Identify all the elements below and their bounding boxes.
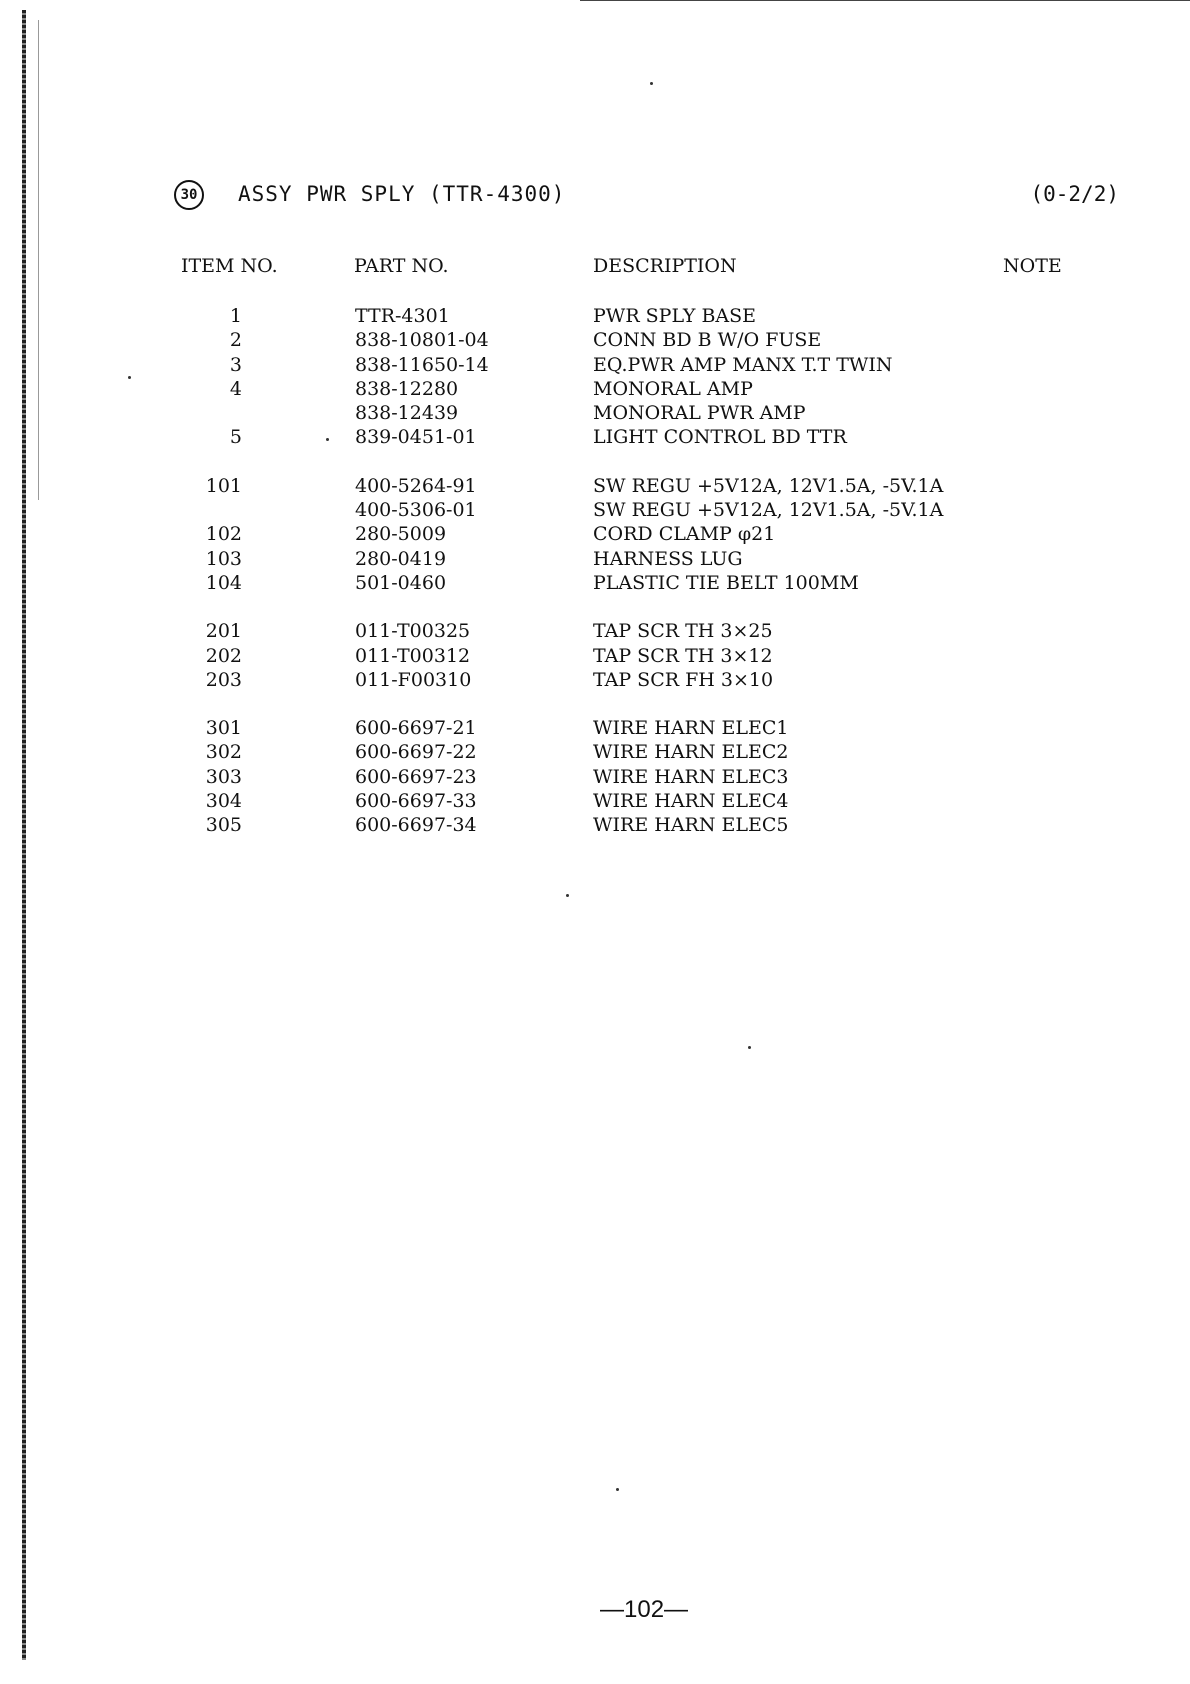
item-no: 202 (205, 644, 242, 667)
part-no: 838-11650-14 (355, 353, 489, 376)
table-row (0, 620, 1190, 644)
table-row (0, 645, 1190, 669)
page-reference: (0-2/2) (1030, 182, 1119, 206)
item-no: 303 (205, 765, 242, 788)
item-no: 5 (229, 426, 242, 449)
section-badge: 30 (174, 180, 204, 210)
title-row (174, 180, 1119, 214)
description: WIRE HARN ELEC3 (593, 765, 789, 788)
table-row (0, 378, 1190, 402)
table-row (0, 354, 1190, 378)
item-no: 104 (205, 571, 242, 594)
description: WIRE HARN ELEC1 (593, 717, 789, 740)
part-no: 400-5306-01 (355, 499, 477, 522)
description: EQ.PWR AMP MANX T.T TWIN (593, 353, 893, 376)
table-row (0, 329, 1190, 353)
part-no: 011-T00312 (355, 644, 471, 667)
table-row (0, 426, 1190, 450)
table-row (0, 741, 1190, 765)
description: MONORAL PWR AMP (593, 402, 806, 425)
item-no: 302 (205, 741, 242, 764)
description: MONORAL AMP (593, 377, 753, 400)
description: WIRE HARN ELEC4 (593, 790, 789, 813)
scan-speck (650, 82, 653, 85)
part-no: 400-5264-91 (355, 474, 477, 497)
table-row (0, 766, 1190, 790)
table-row (0, 475, 1190, 499)
part-no: 839-0451-01 (355, 426, 477, 449)
part-no: 501-0460 (355, 571, 447, 594)
description: SW REGU +5V12A, 12V1.5A, -5V.1A (593, 499, 944, 522)
description: CONN BD B W/O FUSE (593, 329, 822, 352)
table-row (0, 717, 1190, 741)
table-row (0, 305, 1190, 329)
description: LIGHT CONTROL BD TTR (593, 426, 847, 449)
description: HARNESS LUG (593, 547, 743, 570)
part-no: 011-F00310 (355, 668, 472, 691)
item-no: 305 (205, 814, 242, 837)
column-header-description: DESCRIPTION (593, 255, 737, 277)
description: WIRE HARN ELEC2 (593, 741, 789, 764)
parts-table (0, 305, 1190, 839)
scan-speck (326, 438, 329, 441)
part-no: 600-6697-23 (355, 765, 477, 788)
part-no: 838-12280 (355, 377, 459, 400)
page-title: ASSY PWR SPLY (TTR-4300) (238, 182, 566, 206)
part-no: 600-6697-22 (355, 741, 477, 764)
item-no: 4 (229, 377, 242, 400)
table-row (0, 548, 1190, 572)
item-no: 304 (205, 790, 242, 813)
description: SW REGU +5V12A, 12V1.5A, -5V.1A (593, 474, 944, 497)
part-no: 280-5009 (355, 523, 447, 546)
item-no: 103 (205, 547, 242, 570)
part-no: TTR-4301 (355, 305, 450, 327)
part-no: 838-10801-04 (355, 329, 489, 352)
part-no: 600-6697-21 (355, 717, 477, 740)
item-no: 301 (205, 717, 242, 740)
description: TAP SCR TH 3×12 (593, 644, 773, 667)
part-no: 280-0419 (355, 547, 447, 570)
item-no: 2 (229, 329, 242, 352)
description: WIRE HARN ELEC5 (593, 814, 789, 837)
description: TAP SCR TH 3×25 (593, 620, 773, 643)
item-no: 1 (229, 305, 242, 327)
part-no: 838-12439 (355, 402, 459, 425)
part-no: 600-6697-34 (355, 814, 477, 837)
part-no: 011-T00325 (355, 620, 471, 643)
item-no: 203 (205, 668, 242, 691)
item-no: 3 (229, 353, 242, 376)
table-row (0, 790, 1190, 814)
table-row (0, 402, 1190, 426)
description: PWR SPLY BASE (593, 305, 757, 327)
column-header-part: PART NO. (354, 255, 449, 277)
description: CORD CLAMP φ21 (593, 523, 776, 546)
scan-speck (748, 1046, 751, 1049)
item-no: 102 (205, 523, 242, 546)
description: TAP SCR FH 3×10 (593, 668, 774, 691)
scan-speck (566, 894, 569, 897)
top-rule (580, 0, 1190, 1)
table-row (0, 499, 1190, 523)
column-header-note: NOTE (1003, 255, 1062, 277)
item-no: 101 (205, 474, 242, 497)
table-row (0, 669, 1190, 693)
table-row (0, 572, 1190, 596)
column-header-item: ITEM NO. (181, 255, 278, 277)
scan-speck (128, 376, 131, 379)
page-number: —102— (600, 1596, 689, 1623)
table-row (0, 814, 1190, 838)
item-no: 201 (205, 620, 242, 643)
table-row (0, 523, 1190, 547)
description: PLASTIC TIE BELT 100MM (593, 571, 859, 594)
part-no: 600-6697-33 (355, 790, 477, 813)
scan-speck (616, 1488, 619, 1491)
